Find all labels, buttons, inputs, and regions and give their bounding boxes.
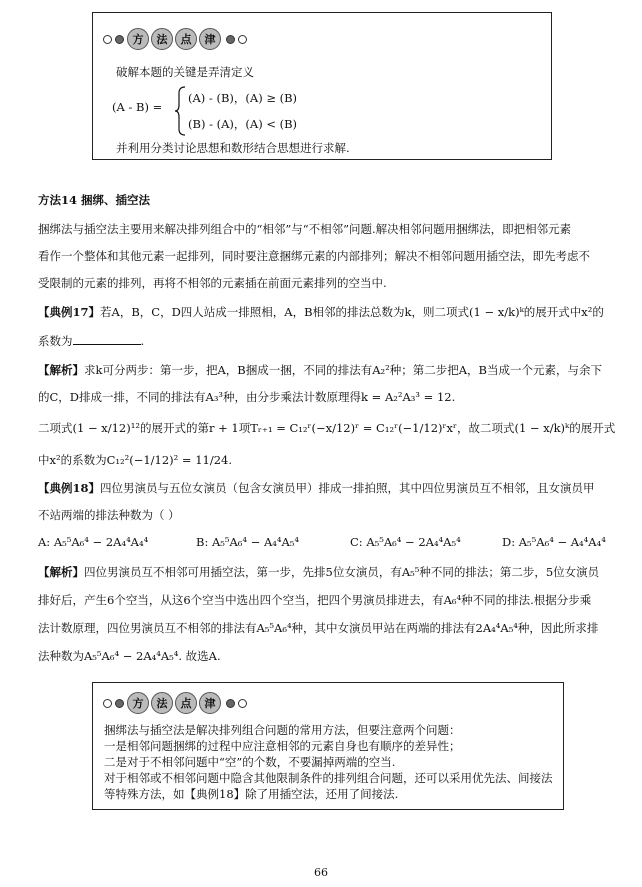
solution-17-line4: 中x²的系数为C₁₂²(−1/12)² = 11/24. xyxy=(38,453,233,467)
option-b: B: A₅⁵A₆⁴ − A₄⁴A₅⁴ xyxy=(196,535,300,549)
tip1-line3: 并利用分类讨论思想和数形结合思想进行求解. xyxy=(116,141,350,155)
tip1-line1: 破解本题的关键是弄清定义 xyxy=(116,65,254,79)
piecewise-lhs: (A - B) = xyxy=(112,100,163,114)
tip2-line: 捆绑法与插空法是解决排列组合问题的常用方法，但要注意两个问题： xyxy=(104,723,461,737)
intro-line: 受限制的元素的排列，再将不相邻的元素插在前面元素排列的空当中. xyxy=(38,276,387,290)
circle-icon xyxy=(115,699,124,708)
circle-icon xyxy=(226,699,235,708)
circle-icon xyxy=(238,35,247,44)
example-18-line1 xyxy=(38,480,595,496)
example-17-end: . xyxy=(140,334,145,348)
solution-17-text: 求k可分两步：第一步，把A，B捆成一捆，不同的排法有A₂²种；第二步把A，B当成一个元素，与余下 xyxy=(84,363,603,377)
intro-line: 看作一个整体和其他元素一起排列，同时要注意捆绑元素的内部排列；解决不相邻问题用插空法，即先考虑不 xyxy=(38,249,590,263)
badge-char: 点 xyxy=(175,692,197,714)
example-18-text: 四位男演员与五位女演员（包含女演员甲）排成一排拍照，其中四位男演员互不相邻，且女演员甲 xyxy=(100,481,595,495)
option-c: C: A₅⁵A₆⁴ − 2A₄⁴A₅⁴ xyxy=(350,535,461,549)
badge-char: 法 xyxy=(151,28,173,50)
solution-18-text: 四位男演员互不相邻可用插空法，第一步，先排5位女演员，有A₅⁵种不同的排法；第二步，5位女演员 xyxy=(84,565,600,579)
piecewise-case-2: (B) - (A)，(A) < (B) xyxy=(188,117,298,131)
tip2-line: 二是对于不相邻问题中“空”的个数，不要漏掉两端的空当. xyxy=(104,755,396,769)
solution-17-line3: 二项式(1 − x/12)¹²的展开式的第r + 1项Tᵣ₊₁ = C₁₂ʳ(−x/12)ʳ = C₁₂ʳ(−1/12)ʳxʳ，故二项式(1 − x/k)ᵏ的展开式 xyxy=(38,421,616,435)
badge-char: 点 xyxy=(175,28,197,50)
badge-char: 津 xyxy=(199,692,221,714)
answer-blank xyxy=(73,334,141,345)
circle-icon xyxy=(115,35,124,44)
solution-17-line1 xyxy=(38,362,602,378)
example-17-line2 xyxy=(38,333,144,349)
tip2-line: 对于相邻或不相邻问题中隐含其他限制条件的排列组合问题，还可以采用优先法、间接法 xyxy=(104,771,553,785)
example-17-line1 xyxy=(38,304,604,320)
circle-icon xyxy=(226,35,235,44)
option-d: D: A₅⁵A₆⁴ − A₄⁴A₄⁴ xyxy=(502,535,606,549)
example-18-tag: 【典例18】 xyxy=(38,481,101,495)
method-badge-1 xyxy=(103,27,247,51)
page-number: 66 xyxy=(314,866,328,879)
circle-icon xyxy=(238,699,247,708)
solution-18-line4: 法种数为A₅⁵A₆⁴ − 2A₄⁴A₅⁴. 故选A. xyxy=(38,649,221,663)
piecewise-definition xyxy=(112,86,352,136)
option-a: A: A₅⁵A₆⁴ − 2A₄⁴A₄⁴ xyxy=(38,535,149,549)
left-brace-icon xyxy=(174,86,186,136)
example-17-text: 系数为 xyxy=(38,334,73,348)
method-badge-2 xyxy=(103,691,247,715)
badge-char: 方 xyxy=(127,28,149,50)
section-title: 方法14 捆绑、插空法 xyxy=(38,193,151,207)
piecewise-case-1: (A) - (B)，(A) ≥ (B) xyxy=(188,91,298,105)
badge-char: 津 xyxy=(199,28,221,50)
circle-icon xyxy=(103,35,112,44)
example-18-line2: 不站两端的排法种数为（ ） xyxy=(38,508,180,522)
solution-18-line3: 法计数原理，四位男演员互不相邻的排法有A₅⁵A₆⁴种，其中女演员甲站在两端的排法有2A₄⁴A₅⁴种，因此所求排 xyxy=(38,621,599,635)
solution-17-tag: 【解析】 xyxy=(38,363,84,377)
example-17-text: 若A，B，C，D四人站成一排照相，A，B相邻的排法总数为k，则二项式(1 − x/k)ᵏ的展开式中x²的 xyxy=(100,305,604,319)
tip2-line: 等特殊方法，如【典例18】除了用插空法，还用了间接法. xyxy=(104,787,399,801)
solution-18-line2: 排好后，产生6个空当，从这6个空当中选出四个空当，把四个男演员排进去，有A₆⁴种不同的排法.根据分步乘 xyxy=(38,593,592,607)
solution-18-line1 xyxy=(38,564,599,580)
solution-18-tag: 【解析】 xyxy=(38,565,84,579)
tip2-line: 一是相邻问题捆绑的过程中应注意相邻的元素自身也有顺序的差异性； xyxy=(104,739,461,753)
circle-icon xyxy=(103,699,112,708)
example-17-tag: 【典例17】 xyxy=(38,305,101,319)
intro-line: 捆绑法与插空法主要用来解决排列组合中的“相邻”与“不相邻”问题.解决相邻问题用捆绑法，即把相邻元素 xyxy=(38,222,572,236)
solution-17-line2: 的C，D排成一排，不同的排法有A₃³种，由分步乘法计数原理得k = A₂²A₃³ = 12. xyxy=(38,390,456,404)
badge-char: 法 xyxy=(151,692,173,714)
badge-char: 方 xyxy=(127,692,149,714)
